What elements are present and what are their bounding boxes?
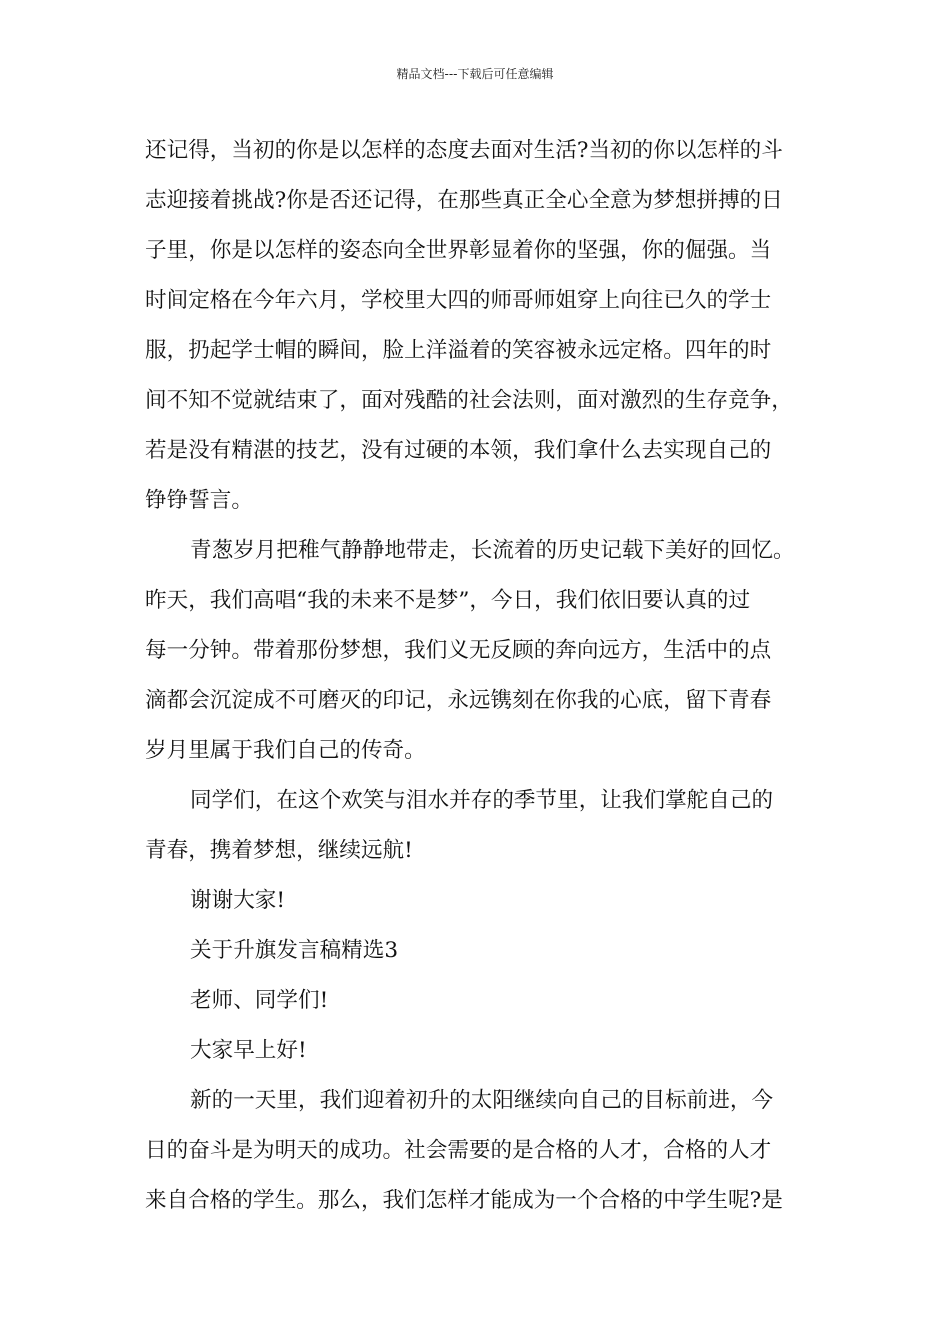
text-line: 日的奋斗是为明天的成功。社会需要的是合格的人才，合格的人才 (145, 1138, 772, 1163)
text-line: 还记得，当初的你是以怎样的态度去面对生活?当初的你以怎样的斗 (145, 138, 783, 163)
text-line: 间不知不觉就结束了，面对残酷的社会法则，面对激烈的生存竞争， (145, 388, 793, 413)
section-heading: 关于升旗发言稿精选3 (190, 938, 399, 963)
text-line: 昨天，我们高唱“我的未来不是梦”，今日，我们依旧要认真的过 (145, 588, 751, 613)
text-line: 服，扔起学士帽的瞬间，脸上洋溢着的笑容被永远定格。四年的时 (145, 338, 772, 363)
page-header: 精品文档---下载后可任意编辑 (396, 67, 554, 81)
text-line: 青春，携着梦想，继续远航! (145, 838, 413, 863)
text-line: 大家早上好! (190, 1038, 307, 1063)
text-line: 新的一天里，我们迎着初升的太阳继续向自己的目标前进，今 (190, 1088, 774, 1113)
text-line: 滴都会沉淀成不可磨灭的印记，永远镌刻在你我的心底，留下青春 (145, 688, 772, 713)
text-line: 志迎接着挑战?你是否还记得，在那些真正全心全意为梦想拼搏的日 (145, 188, 783, 213)
text-line: 铮铮誓言。 (145, 488, 253, 513)
text-line: 若是没有精湛的技艺，没有过硬的本领，我们拿什么去实现自己的 (145, 438, 772, 463)
text-line: 老师、同学们! (190, 988, 329, 1013)
text-line: 谢谢大家! (190, 888, 286, 913)
text-line: 每一分钟。带着那份梦想，我们义无反顾的奔向远方，生活中的点 (145, 638, 772, 663)
text-line: 来自合格的学生。那么，我们怎样才能成为一个合格的中学生呢?是 (145, 1188, 783, 1213)
text-line: 同学们，在这个欢笑与泪水并存的季节里，让我们掌舵自己的 (190, 788, 774, 813)
text-line: 子里，你是以怎样的姿态向全世界彰显着你的坚强，你的倔强。当 (145, 238, 772, 263)
text-line: 时间定格在今年六月，学校里大四的师哥师姐穿上向往已久的学士 (145, 288, 772, 313)
text-line: 青葱岁月把稚气静静地带走，长流着的历史记载下美好的回忆。 (190, 538, 795, 563)
text-line: 岁月里属于我们自己的传奇。 (145, 738, 426, 763)
